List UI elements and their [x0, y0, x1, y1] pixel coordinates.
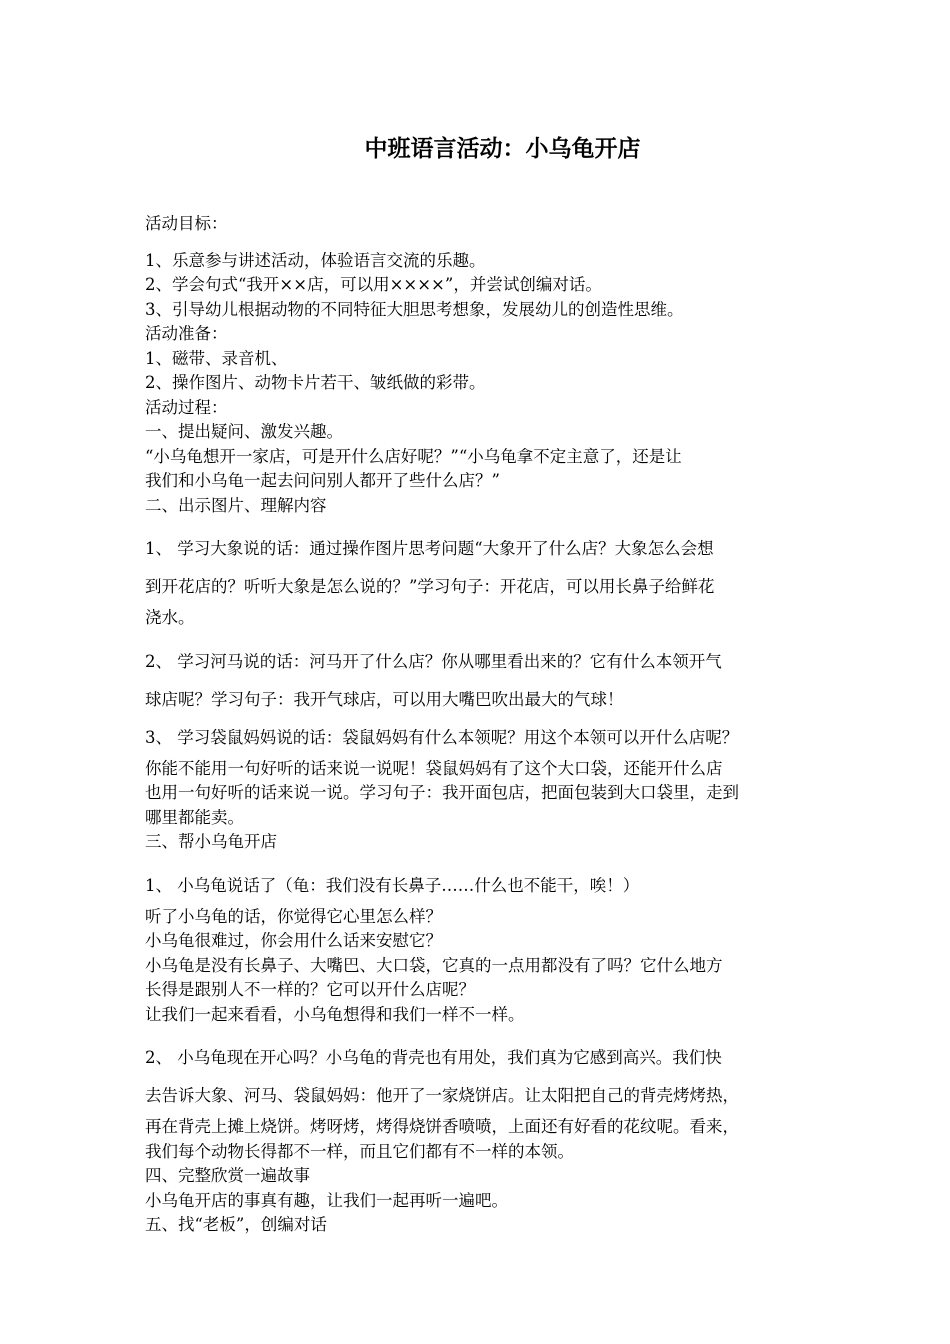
text-line: 浇水。	[145, 608, 195, 627]
text-line: 四、完整欣赏一遍故事	[145, 1166, 310, 1185]
text-line: 2、学会句式“我开××店，可以用××××”，并尝试创编对话。	[145, 275, 602, 294]
text-line: 3、引导幼儿根据动物的不同特征大胆思考想象，发展幼儿的创造性思维。	[145, 299, 684, 319]
text-line: 也用一句好听的话来说一说。学习句子：我开面包店，把面包装到大口袋里，走到	[145, 783, 739, 802]
text-line: 长得是跟别人不一样的？它可以开什么店呢？	[145, 980, 475, 999]
text-line: 听了小乌龟的话，你觉得它心里怎么样？	[145, 906, 442, 926]
text-line: 小乌龟很难过，你会用什么话来安慰它？	[145, 931, 442, 950]
text-line: “小乌龟想开一家店，可是开什么店好呢？”“小乌龟拿不定主意了，还是让	[145, 446, 682, 466]
text-line: 到开花店的？听听大象是怎么说的？”学习句子：开花店，可以用长鼻子给鲜花	[145, 577, 715, 596]
text-line: 让我们一起来看看，小乌龟想得和我们一样不一样。	[145, 1004, 525, 1024]
text-line: 哪里都能卖。	[145, 807, 244, 827]
text-line: 球店呢？学习句子：我开气球店，可以用大嘴巴吹出最大的气球！	[145, 689, 624, 709]
text-line: 去告诉大象、河马、袋鼠妈妈：他开了一家烧饼店。让太阳把自己的背壳烤烤热，	[145, 1086, 739, 1105]
text-line: 1、 小乌龟说话了（龟：我们没有长鼻子……什么也不能干，唉！）	[145, 875, 640, 895]
text-line: 你能不能用一句好听的话来说一说呢！袋鼠妈妈有了这个大口袋，还能开什么店	[145, 758, 723, 778]
text-line: 一、提出疑问、激发兴趣。	[145, 422, 343, 441]
text-line: 3、 学习袋鼠妈妈说的话：袋鼠妈妈有什么本领呢？用这个本领可以开什么店呢？	[145, 727, 739, 747]
text-line: 2、 学习河马说的话：河马开了什么店？你从哪里看出来的？它有什么本领开气	[145, 651, 722, 671]
text-line: 2、操作图片、动物卡片若干、皱纸做的彩带。	[145, 373, 486, 392]
text-line: 我们每个动物长得都不一样，而且它们都有不一样的本领。	[145, 1141, 574, 1161]
section-heading-preparation: 活动准备：	[145, 324, 228, 343]
section-heading-goals: 活动目标：	[145, 214, 228, 233]
page-title: 中班语言活动：小乌龟开店	[364, 136, 641, 162]
text-line: 三、帮小乌龟开店	[145, 832, 277, 851]
document-body	[145, 212, 845, 1238]
text-line: 1、乐意参与讲述活动，体验语言交流的乐趣。	[145, 250, 486, 270]
text-line: 二、出示图片、理解内容	[145, 495, 327, 515]
text-line: 1、磁带、录音机、	[145, 348, 288, 368]
text-line: 再在背壳上摊上烧饼。烤呀烤，烤得烧饼香喷喷，上面还有好看的花纹呢。看来，	[145, 1117, 739, 1136]
text-line: 小乌龟是没有长鼻子、大嘴巴、大口袋，它真的一点用都没有了吗？它什么地方	[145, 955, 723, 975]
text-line: 我们和小乌龟一起去问问别人都开了些什么店？”	[145, 471, 500, 490]
text-line: 1、 学习大象说的话：通过操作图片思考问题“大象开了什么店？大象怎么会想	[145, 539, 714, 558]
text-line: 小乌龟开店的事真有趣，让我们一起再听一遍吧。	[145, 1190, 508, 1210]
text-line: 五、找“老板”，创编对话	[145, 1215, 327, 1234]
text-line: 2、 小乌龟现在开心吗？小乌龟的背壳也有用处，我们真为它感到高兴。我们快	[145, 1048, 722, 1067]
section-heading-process: 活动过程：	[145, 397, 228, 417]
